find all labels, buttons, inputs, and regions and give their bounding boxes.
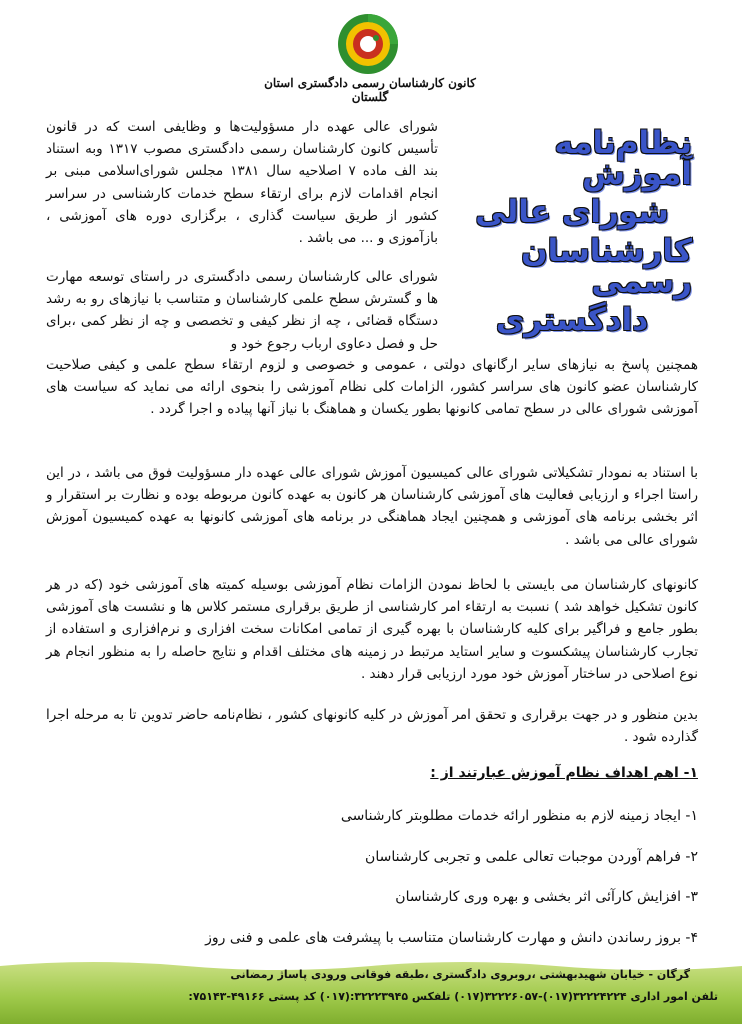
goals-heading: ۱- اهم اهداف نظام آموزش عبارتند از :: [430, 765, 698, 781]
goal-item: ۴- بروز رساندن دانش و مهارت کارشناسان متناسب با پیشرفت های علمی و فنی روز: [205, 930, 698, 946]
goal-item: ۲- فراهم آوردن موجبات تعالی علمی و تجربی کارشناسان: [365, 849, 698, 865]
organization-name: کانون کارشناسان رسمی دادگستری استان گلستان: [264, 76, 476, 104]
goal-item: ۱- ایجاد زمینه لازم به منظور ارائه خدمات مطلوبتر کارشناسی: [340, 808, 698, 824]
paragraph-kanoon-committees: کانونهای کارشناسان می بایستی با لحاظ نمودن الزامات نظام آموزشی بوسیله کمیته های آموزشی خود (که در هر کانون تشکیل خواهد شد ) نسبت به ارتقاء امر کارشناسی از طریق برقراری مستمر کلاس ها و نشست های آموزشی بطور جامع و فراگیر برای کلیه کارشناسان با بهره گیری از تمامی امکانات سخت افزاری و نرم‌افزاری و استفاده از تجارب کارشناسان پیشکسوت و سایر استاید مرتبط در زمینه های مختلف اقدام و نتایج حاصله را به منظور انجام هر نوع اصلاحی در ساختار آموزش خود مورد ارزیابی قرار دهند .: [46, 577, 698, 682]
footer-contact: تلفن امور اداری ۳۲۲۲۴۲۲۴(۰۱۷)-۳۲۲۲۶۰۵۷(۰۱۷) تلفکس ۳۲۲۲۳۹۴۵:(۰۱۷) کد پستی ۴۹۱۶۶-۷۵۱۴۳:: [188, 990, 718, 1003]
title-line: دادگستری: [495, 302, 649, 339]
header: [0, 8, 742, 103]
goal-item: ۳- افزایش کارآئی اثر بخشی و بهره وری کارشناسان: [395, 889, 698, 905]
title-line: کارشناسان رسمی: [521, 232, 692, 300]
paragraph-council-duties: شورای عالی عهده دار مسؤولیت‌ها و وظایفی است که در قانون تأسیس کانون کارشناسان رسمی دادگستری مصوب ۱۳۱۷ وبه استناد بند الف ماده ۷ اصلاحیه سال ۱۳۸۱ مجلس شورای‌اسلامی مبنی بر انجام اقدامات لازم برای ارتقاء سطح خدمات کارشناسی در سراسر کشور از طریق سیاست گذاری ، برگزاری دوره های آموزشی ، بازآموزی و ... می باشد .: [46, 119, 439, 247]
paragraph-education-commission: با استناد به نمودار تشکیلاتی شورای عالی کمیسیون آموزش شورای عالی عهده دار مسؤولیت فوق می باشد ، در این راستا اجراء و ارزیابی فعالیت های آموزشی کارشناسان هر کانون به عهده کانون مربوطه بوده و نظارت بر استقرار و اثر بخشی برنامه های آموزشی و همچنین ایجاد هماهنگی در برنامه های آموزشی کانونها به عهده کمیسیون آموزش شورای عالی می باشد .: [46, 465, 698, 548]
kanoon-logo-icon: [336, 12, 400, 76]
title-line: شورای عالی: [475, 194, 669, 231]
paragraph-council-development-cont: همچنین پاسخ به نیازهای سایر ارگانهای دولتی ، عمومی و خصوصی و لزوم ارتقاء سطح علمی و کیفی صلاحیت کارشناسان عضو کانون های سراسر کشور، الزامات کلی نظام آموزشی را بنحوی ارائه می نماید که سیاست های آموزشی شورای عالی در سطح تمامی کانونها بطور یکسان و هماهنگ با نیاز آنها پیاده و اجرا گردد .: [46, 357, 698, 418]
document-title: [452, 124, 692, 340]
paragraph-purpose: بدین منظور و در جهت برقراری و تحقق امر آموزش در کلیه کانونهای کشور ، نظام‌نامه حاضر تدوین تا به مرحله اجرا گذارده شود .: [46, 707, 698, 746]
paragraph-council-development: شورای عالی کارشناسان رسمی دادگستری در راستای توسعه مهارت ها و گسترش سطح علمی کارشناسان و متناسب با نیازهای رو به رشد دستگاه قضائی ، چه از نظر کیفی و تخصصی و چه از نظر کمی ،برای حل و فصل دعاوی ارباب رجوع خود و: [46, 269, 438, 352]
title-line: نظام‌نامه آموزش: [554, 124, 692, 192]
footer-address: گرگان - خیابان شهیدبهشتی ،روبروی دادگستری ،طبقه فوقانی ورودی پاساژ رمضانی: [230, 968, 690, 981]
